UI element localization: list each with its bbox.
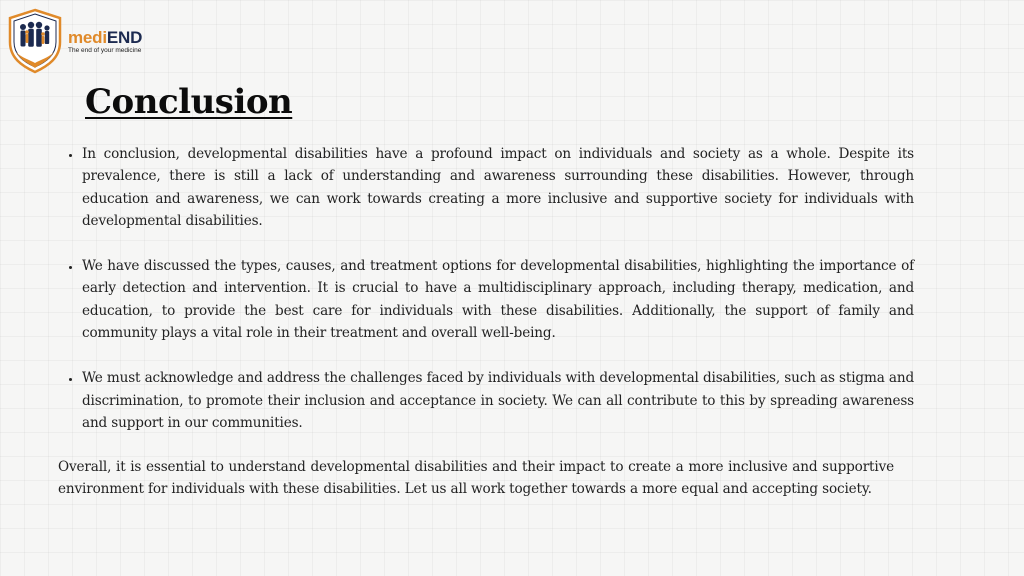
overall-paragraph: Overall, it is essential to understand developmental disabilities and their impact to create a more inclusive and supportive environment for individuals with these disabilities. Let us all work together towards a more equal and accepting society. bbox=[58, 459, 894, 498]
logo-text bbox=[68, 29, 142, 55]
page-title: Conclusion bbox=[85, 82, 293, 122]
bullet-item: • In conclusion, developmental disabilities have a profound impact on individuals and society as a whole. Despite its prevalence, there is still a lack of understanding and awareness surrounding these disabilities. However, through education and awareness, we can work towards creating a more inclusive and supportive society for individuals with developmental disabilities. bbox=[82, 143, 914, 232]
bullet-list bbox=[62, 143, 914, 457]
family-group-icon bbox=[6, 8, 64, 74]
logo-tagline: The end of your medicine bbox=[68, 47, 142, 54]
bullet-item: • We must acknowledge and address the challenges faced by individuals with developmental disabilities, such as stigma and discrimination, to promote their inclusion and acceptance in society. We can all contribute to this by spreading awareness and support in our communities. bbox=[82, 367, 914, 434]
logo-brand-suffix: END bbox=[106, 28, 143, 47]
brand-logo bbox=[6, 8, 142, 74]
logo-brand-name bbox=[68, 29, 142, 47]
bullet-item: • We have discussed the types, causes, and treatment options for developmental disabilities, highlighting the importance of early detection and intervention. It is crucial to have a multidisciplinary approach, including therapy, medication, and education, to provide the best care for individuals with these disabilities. Additionally, the support of family and community plays a vital role in their treatment and overall well-being. bbox=[82, 255, 914, 344]
logo-brand-prefix: medi bbox=[68, 28, 107, 47]
